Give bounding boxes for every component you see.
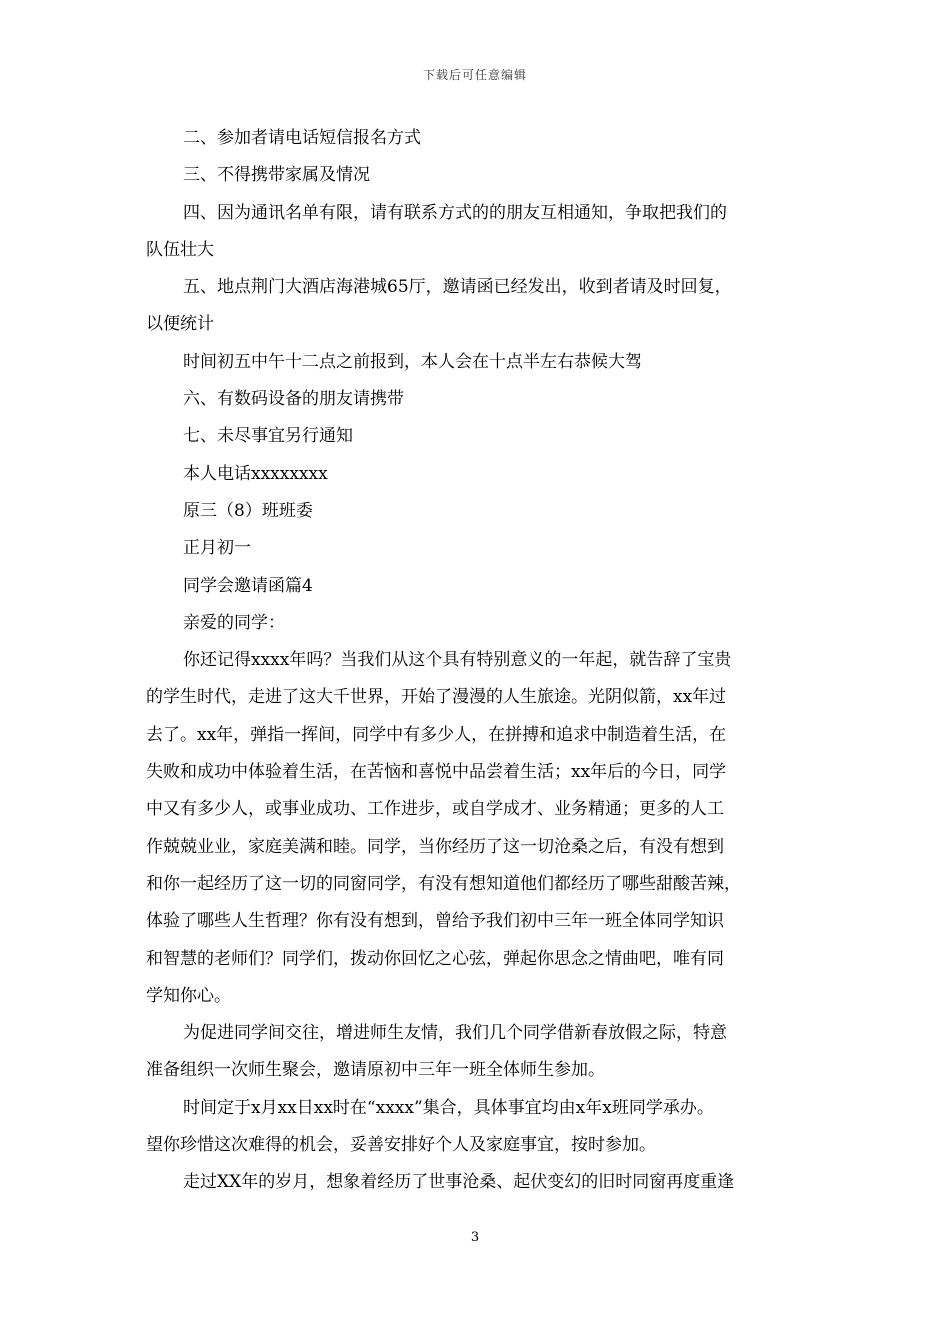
text-line: 你还记得xxxx年吗？当我们从这个具有特别意义的一年起，就告辞了宝贵: [183, 650, 732, 671]
header-note: 下载后可任意编辑: [422, 68, 527, 82]
text-line: 原三（8）班班委: [183, 500, 313, 521]
text-line: 作兢兢业业，家庭美满和睦。同学，当你经历了这一切沧桑之后，有没有想到: [146, 836, 724, 857]
text-line: 准备组织一次师生聚会，邀请原初中三年一班全体师生参加。: [146, 1060, 605, 1081]
text-line: 五、地点荆门大酒店海港城65厅，邀请函已经发出，收到者请及时回复，: [183, 277, 732, 298]
text-line: 亲爱的同学：: [183, 612, 285, 633]
text-line: 走过XX年的岁月，想象着经历了世事沧桑、起伏变幻的旧时同窗再度重逢: [183, 1172, 735, 1193]
page-number: 3: [470, 1230, 480, 1245]
text-line: 正月初一: [183, 538, 251, 559]
document-body: [146, 120, 806, 1202]
text-line: 时间初五中午十二点之前报到，本人会在十点半左右恭候大驾: [183, 351, 642, 372]
text-line: 去了。xx年，弹指一挥间，同学中有多少人，在拼搏和追求中制造着生活，在: [146, 724, 727, 745]
text-line: 和你一起经历了这一切的同窗同学，有没有想知道他们都经历了哪些甜酸苦辣，: [146, 873, 741, 894]
text-line: 四、因为通讯名单有限，请有联系方式的的朋友互相通知，争取把我们的: [183, 202, 727, 223]
text-line: 七、未尽事宜另行通知: [183, 426, 353, 447]
text-line: 的学生时代，走进了这大千世界，开始了漫漫的人生旅途。光阴似箭，xx年过: [146, 687, 727, 708]
text-line: 时间定于x月xx日xx时在“xxxx”集合，具体事宜均由x年x班同学承办。: [183, 1097, 714, 1118]
text-line: 六、有数码设备的朋友请携带: [183, 389, 404, 410]
text-line: 和智慧的老师们？同学们，拨动你回忆之心弦，弹起你思念之情曲吧，唯有同: [146, 948, 724, 969]
text-line: 三、不得携带家属及情况: [183, 165, 370, 186]
text-line: 中又有多少人，或事业成功、工作进步，或自学成才、业务精通；更多的人工: [146, 799, 724, 820]
text-line: 为促进同学间交往，增进师生友情，我们几个同学借新春放假之际，特意: [183, 1023, 727, 1044]
text-line: 同学会邀请函篇4: [183, 575, 313, 596]
text-line: 望你珍惜这次难得的机会，妥善安排好个人及家庭事宜，按时参加。: [146, 1135, 656, 1156]
text-line: 二、参加者请电话短信报名方式: [183, 128, 421, 148]
text-line: 体验了哪些人生哲理？你有没有想到，曾给予我们初中三年一班全体同学知识: [146, 911, 724, 932]
text-line: 以便统计: [146, 314, 214, 335]
text-line: 失败和成功中体验着生活，在苦恼和喜悦中品尝着生活；xx年后的今日，同学: [146, 762, 727, 783]
text-line: 队伍壮大: [146, 239, 214, 260]
text-line: 本人电话xxxxxxxx: [183, 463, 328, 484]
text-line: 学知你心。: [146, 985, 231, 1006]
